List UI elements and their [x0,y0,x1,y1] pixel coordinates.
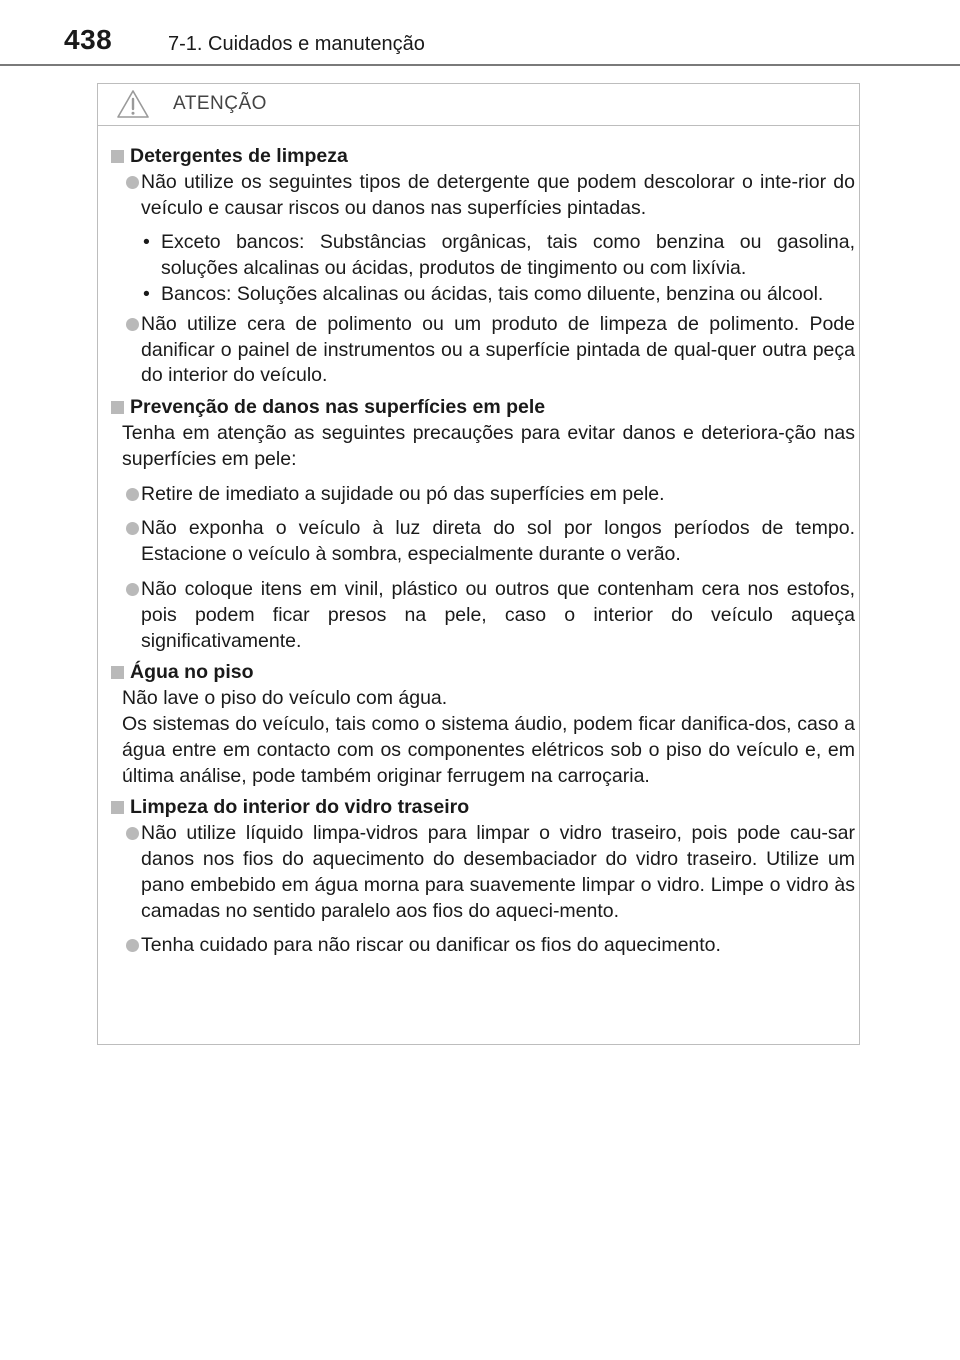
section-heading-text: Água no piso [130,661,254,684]
square-marker-icon [111,801,124,814]
circle-bullet-icon [126,522,139,535]
square-marker-icon [111,401,124,414]
list-item-text: Não utilize cera de polimento ou um produto de limpeza de polimento. Pode danificar o painel de instrumentos ou a superfície pintada de qual-quer outra peça do interior do veículo. [141,312,855,387]
circle-bullet-icon [126,939,139,952]
list-item [111,170,855,222]
section-heading [111,795,855,821]
paragraph: Os sistemas do veículo, tais como o sistema áudio, podem ficar danifica-dos, caso a água entre em contacto com os componentes elétricos sob o piso do veículo e, em última análise, pode também originar ferrugem na carroçaria. [122,712,855,787]
list-item-text: Não utilize líquido limpa-vidros para limpar o vidro traseiro, pois pode cau-sar danos nos fios do aquecimento do desembaciador do vidro traseiro. Utilize um pano embebido em água morna para suavemente limpar o vidro. Limpe o vidro às camadas no sentido paralelo aos fios do aqueci-mento. [141,822,855,922]
section-heading-text: Detergentes de limpeza [130,145,348,167]
paragraph: Tenha em atenção as seguintes precauções para evitar danos e deteriora-ção nas superfícies em pele: [122,421,855,470]
caution-header [98,84,859,126]
list-item [111,516,855,568]
section-heading-text: Limpeza do interior do vidro traseiro [130,796,470,819]
section-heading [111,395,855,421]
sub-list-item [111,230,855,282]
warning-triangle-icon [116,89,150,119]
section-heading [111,144,855,170]
sub-list-item-text: Bancos: Soluções alcalinas ou ácidas, tais como diluente, benzina ou álcool. [161,282,824,305]
page-header [0,0,960,68]
list-item-text: Retire de imediato a sujidade ou pó das superfícies em pele. [141,482,665,505]
caution-body [111,141,855,959]
list-item [111,933,855,959]
section-heading [111,660,855,686]
circle-bullet-icon [126,488,139,501]
list-item [111,821,855,924]
section-heading-text: Prevenção de danos nas superfícies em pele [130,396,546,419]
sub-list-item [111,282,855,308]
circle-bullet-icon [126,318,139,331]
list-item [111,577,855,654]
circle-bullet-icon [126,827,139,840]
list-item [111,482,855,508]
circle-bullet-icon [126,176,139,189]
square-marker-icon [111,150,124,163]
small-bullet-icon: • [143,282,150,305]
circle-bullet-icon [126,583,139,596]
header-rule [0,64,960,66]
section-title: 7-1. Cuidados e manutenção [168,33,425,55]
paragraph: Não lave o piso do veículo com água. [122,687,448,710]
square-marker-icon [111,666,124,679]
list-item-text: Não exponha o veículo à luz direta do sol por longos períodos de tempo. Estacione o veículo à sombra, especialmente durante o verão. [141,517,855,566]
caution-box [97,83,860,1045]
list-item [111,312,855,389]
list-item-text: Tenha cuidado para não riscar ou danificar os fios do aquecimento. [141,934,721,957]
page-number: 438 [64,24,113,55]
list-item-text: Não utilize os seguintes tipos de detergente que podem descolorar o inte-rior do veículo e causar riscos ou danos nas superfícies pintadas. [141,170,855,219]
sub-list-item-text: Exceto bancos: Substâncias orgânicas, tais como benzina ou gasolina, soluções alcalinas ou ácidas, produtos de tingimento ou com lixívia. [161,231,855,280]
caution-title: ATENÇÃO [173,93,267,114]
list-item-text: Não coloque itens em vinil, plástico ou outros que contenham cera nos estofos, pois podem ficar presos na pele, caso o interior do veículo aqueça significativamente. [141,577,855,652]
small-bullet-icon: • [143,231,150,254]
